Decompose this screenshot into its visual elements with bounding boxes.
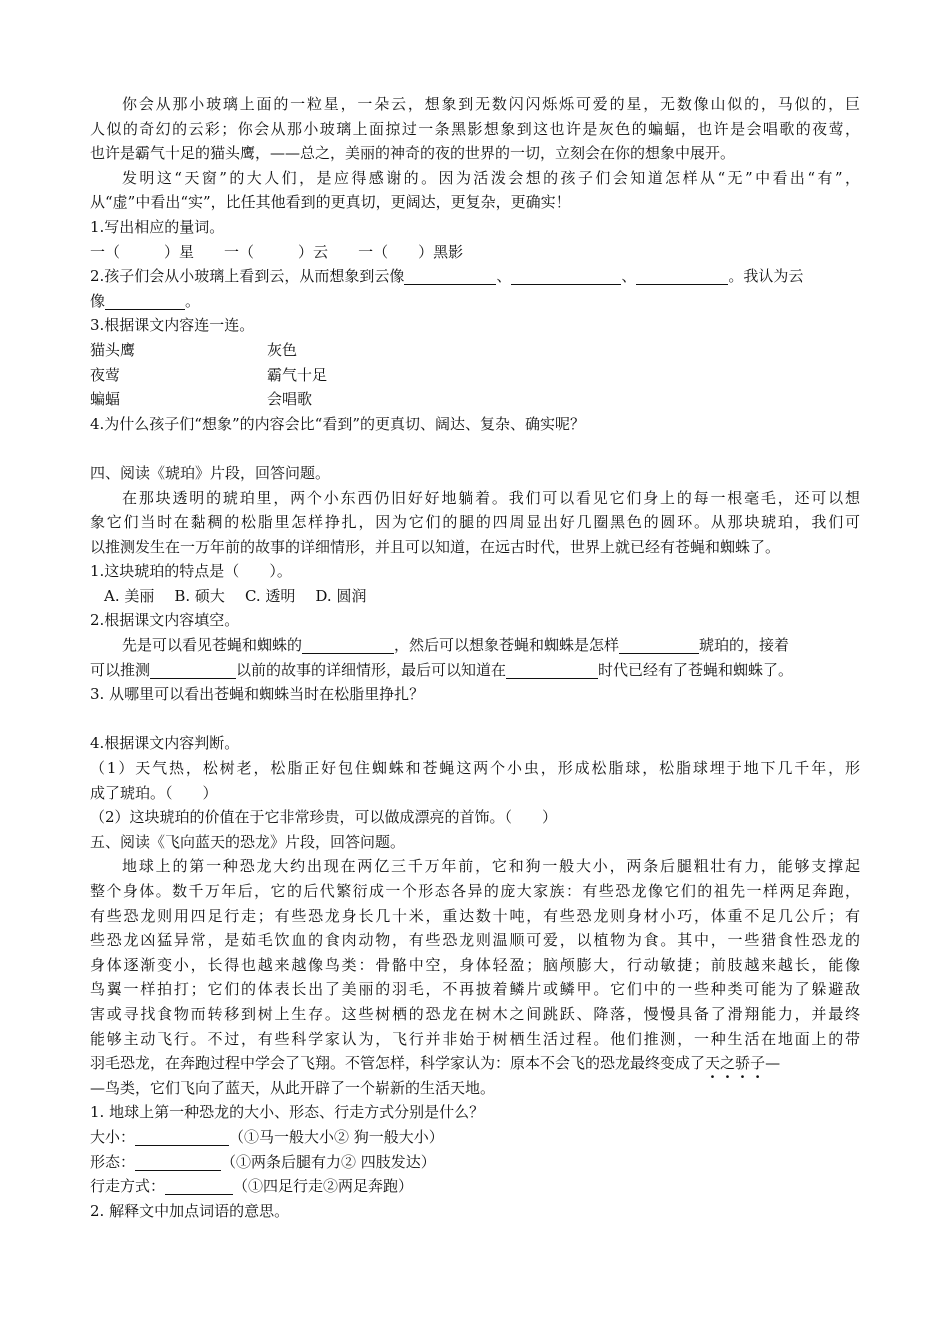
passage-amber — [90, 486, 860, 560]
choice-options — [90, 584, 860, 609]
question-text: 像 — [90, 291, 106, 310]
passage-line: 人似的奇幻的云彩；你会从那小玻璃上面掠过一条黑影想象到这也许是灰色的蝙蝠，也许是会唱歌的夜莺， — [90, 119, 860, 138]
answer-options: （①四足行走②两足奔跑） — [233, 1177, 414, 1196]
fill-blank[interactable] — [302, 637, 394, 654]
fill-blank[interactable] — [636, 268, 728, 285]
dotted-char: 子 — [750, 1054, 766, 1073]
dotted-char: 之 — [720, 1054, 736, 1073]
passage-line: 有些恐龙则用四足行走；有些恐龙身长几十米，重达数十吨，有些恐龙则身材小巧，体重不足几公斤；有 — [90, 906, 860, 925]
passage-line — [90, 1051, 860, 1076]
measure-suffix: ）云 — [298, 242, 329, 261]
section-heading: 四、阅读《琥珀》片段，回答问题。 — [90, 463, 331, 482]
match-row — [90, 387, 860, 412]
fill-blank[interactable] — [404, 268, 496, 285]
judge-item[interactable]: （2）这块琥珀的价值在于它非常珍贵，可以做成漂亮的首饰。（ ） — [90, 808, 558, 827]
choice-option-d[interactable]: D. 圆润 — [315, 586, 367, 605]
passage-line: 害或寻找食物而转移到树上生存。这些树栖的恐龙在树木之间跳跃、降落，慢慢具备了滑翔能力，并最终 — [90, 1004, 860, 1023]
passage-dinosaur — [90, 854, 860, 1100]
question-cloud-cont — [90, 289, 860, 314]
passage-line: 整个身体。数千万年后，它的后代繁衍成一个形态各异的庞大家族：有些恐龙像它们的祖先一样两足奔跑， — [90, 882, 860, 900]
question-title: 4.根据课文内容判断。 — [90, 734, 240, 753]
judge-item[interactable]: 成了琥珀。（ ） — [90, 783, 218, 802]
question-title: 2. 解释文中加点词语的意思。 — [90, 1201, 290, 1220]
separator: 、 — [496, 267, 512, 286]
passage-line: 从“虚”中看出“实”，比任其他看到的更真切，更阔达，更复杂，更确实！ — [90, 193, 571, 212]
match-right[interactable]: 霸气十足 — [267, 365, 328, 384]
question-text: 可以推测 — [90, 660, 151, 679]
fill-blank[interactable] — [135, 1154, 221, 1171]
passage-line: 能够主动飞行。不过，有些科学家认为，飞行并非始于树栖生活过程。他们推测，一种生活在地面上的带 — [90, 1029, 860, 1048]
measure-prefix: 一（ — [90, 242, 121, 261]
answer-options: （①两条后腿有力② 四肢发达） — [221, 1152, 436, 1171]
measure-suffix: ）黑影 — [418, 242, 464, 261]
question-title: 1.这块琥珀的特点是（ ）。 — [90, 562, 292, 581]
answer-label: 行走方式： — [90, 1177, 166, 1196]
fill-blank[interactable] — [619, 637, 699, 654]
passage-text: 羽毛恐龙，在奔跑过程中学会了飞翔。不管怎样，科学家认为：原本不会飞的恐龙最终变成了 — [90, 1054, 706, 1073]
dotted-char: 天 — [705, 1054, 721, 1073]
passage-line: 在那块透明的琥珀里，两个小东西仍旧好好地躺着。我们可以看见它们身上的每一根毫毛，还可以想 — [122, 488, 860, 507]
fill-blank[interactable] — [135, 1129, 229, 1146]
question-title: 4.为什么孩子们“想象”的内容会比“看到”的更真切、阔达、复杂、确实呢？ — [90, 414, 585, 433]
measure-word-row — [90, 240, 860, 265]
question-text: 2.孩子们会从小玻璃上看到云，从而想象到云像 — [90, 267, 405, 286]
answer-options: （①马一般大小② 狗一般大小） — [229, 1127, 444, 1146]
passage-line: 地球上的第一种恐龙大约出现在两亿三千万年前，它和狗一般大小，两条后腿粗壮有力，能够支撑起 — [122, 857, 860, 876]
passage-line: 象它们当时在黏稠的松脂里怎样挣扎，因为它们的腿的四周显出好几圈黑色的圆环。从那块琥珀，我们可 — [90, 513, 860, 532]
choice-option-a[interactable]: A. 美丽 — [104, 586, 155, 605]
passage-line: 以推测发生在一万年前的故事的详细情形，并且可以知道，在远古时代，世界上就已经有苍蝇和蜘蛛了。 — [90, 537, 781, 556]
question-text: 琥珀的，接着 — [699, 636, 790, 655]
passage-line: 鸟翼一样拍打；它们的体表长出了美丽的羽毛，不再披着鳞片或鳞甲。它们中的一些种类可能为了躲避敌 — [90, 980, 860, 999]
question-cloud — [90, 264, 860, 289]
question-text: 。 — [185, 291, 201, 310]
question-title: 3.根据课文内容连一连。 — [90, 316, 255, 335]
fill-blank[interactable] — [511, 268, 621, 285]
match-left[interactable]: 蝙蝠 — [90, 390, 121, 409]
choice-option-b[interactable]: B. 硕大 — [174, 586, 225, 605]
separator: 、 — [621, 267, 637, 286]
answer-row-size — [90, 1125, 860, 1150]
question-text: 时代已经有了苍蝇和蜘蛛了。 — [598, 660, 794, 679]
worksheet-page — [90, 92, 860, 1223]
question-text: 先是可以看见苍蝇和蜘蛛的 — [122, 636, 303, 655]
passage-line: —鸟类，它们飞向了蓝天，从此开辟了一个崭新的生活天地。 — [90, 1078, 496, 1097]
match-left[interactable]: 夜莺 — [90, 365, 121, 384]
question-text: ，然后可以想象苍蝇和蜘蛛是怎样 — [394, 636, 620, 655]
question-text: 。我认为云 — [728, 267, 804, 286]
question-title: 2.根据课文内容填空。 — [90, 611, 240, 630]
passage-line: 发明这“天窗”的大人们，是应得感谢的。因为活泼会想的孩子们会知道怎样从“无”中看出“有”， — [122, 168, 860, 187]
question-text: 以前的故事的详细情形，最后可以知道在 — [236, 660, 507, 679]
question-title: 1. 地球上第一种恐龙的大小、形态、行走方式分别是什么？ — [90, 1103, 485, 1122]
match-right[interactable]: 灰色 — [267, 340, 298, 359]
dotted-char: 骄 — [735, 1054, 751, 1073]
passage-line: 也许是霸气十足的猫头鹰，——总之，美丽的神奇的夜的世界的一切，立刻会在你的想象中展开。 — [90, 144, 736, 163]
match-row — [90, 338, 860, 363]
passage-tianchuang — [90, 92, 860, 215]
passage-line: 你会从那小玻璃上面的一粒星，一朵云，想象到无数闪闪烁烁可爱的星，无数像山似的，马似的，巨 — [122, 95, 860, 113]
match-row — [90, 363, 860, 388]
fill-line — [90, 658, 860, 683]
match-right[interactable]: 会唱歌 — [267, 390, 313, 409]
fill-blank[interactable] — [506, 662, 598, 679]
fill-blank[interactable] — [165, 1178, 233, 1195]
answer-row-form — [90, 1150, 860, 1175]
answer-label: 大小： — [90, 1127, 136, 1146]
section-heading: 五、阅读《飞向蓝天的恐龙》片段，回答问题。 — [90, 832, 406, 851]
passage-line: 些恐龙凶猛异常，是茹毛饮血的食肉动物，有些恐龙则温顺可爱，以植物为食。其中，一些猎食性恐龙的 — [90, 931, 860, 950]
question-title: 1.写出相应的量词。 — [90, 217, 225, 236]
passage-line: 身体逐渐变小，长得也越来越像鸟类：骨骼中空，身体轻盈；脑颅膨大，行动敏捷；前肢越来越长，能像 — [90, 955, 860, 974]
measure-suffix: ）星 — [164, 242, 195, 261]
answer-label: 形态： — [90, 1152, 136, 1171]
fill-line — [90, 633, 860, 658]
question-title: 3. 从哪里可以看出苍蝇和蜘蛛当时在松脂里挣扎？ — [90, 685, 425, 704]
fill-blank[interactable] — [150, 662, 236, 679]
answer-row-walk — [90, 1174, 860, 1199]
passage-text: — — [765, 1054, 781, 1073]
measure-prefix: 一（ — [358, 242, 389, 261]
fill-blank[interactable] — [105, 293, 185, 310]
dotted-word — [705, 1054, 765, 1072]
choice-option-c[interactable]: C. 透明 — [244, 586, 296, 605]
match-left[interactable]: 猫头鹰 — [90, 340, 136, 359]
measure-prefix: 一（ — [224, 242, 255, 261]
judge-item: （1）天气热，松树老，松脂正好包住蜘蛛和苍蝇这两个小虫，形成松脂球，松脂球埋于地下几千年，形 — [90, 759, 860, 778]
